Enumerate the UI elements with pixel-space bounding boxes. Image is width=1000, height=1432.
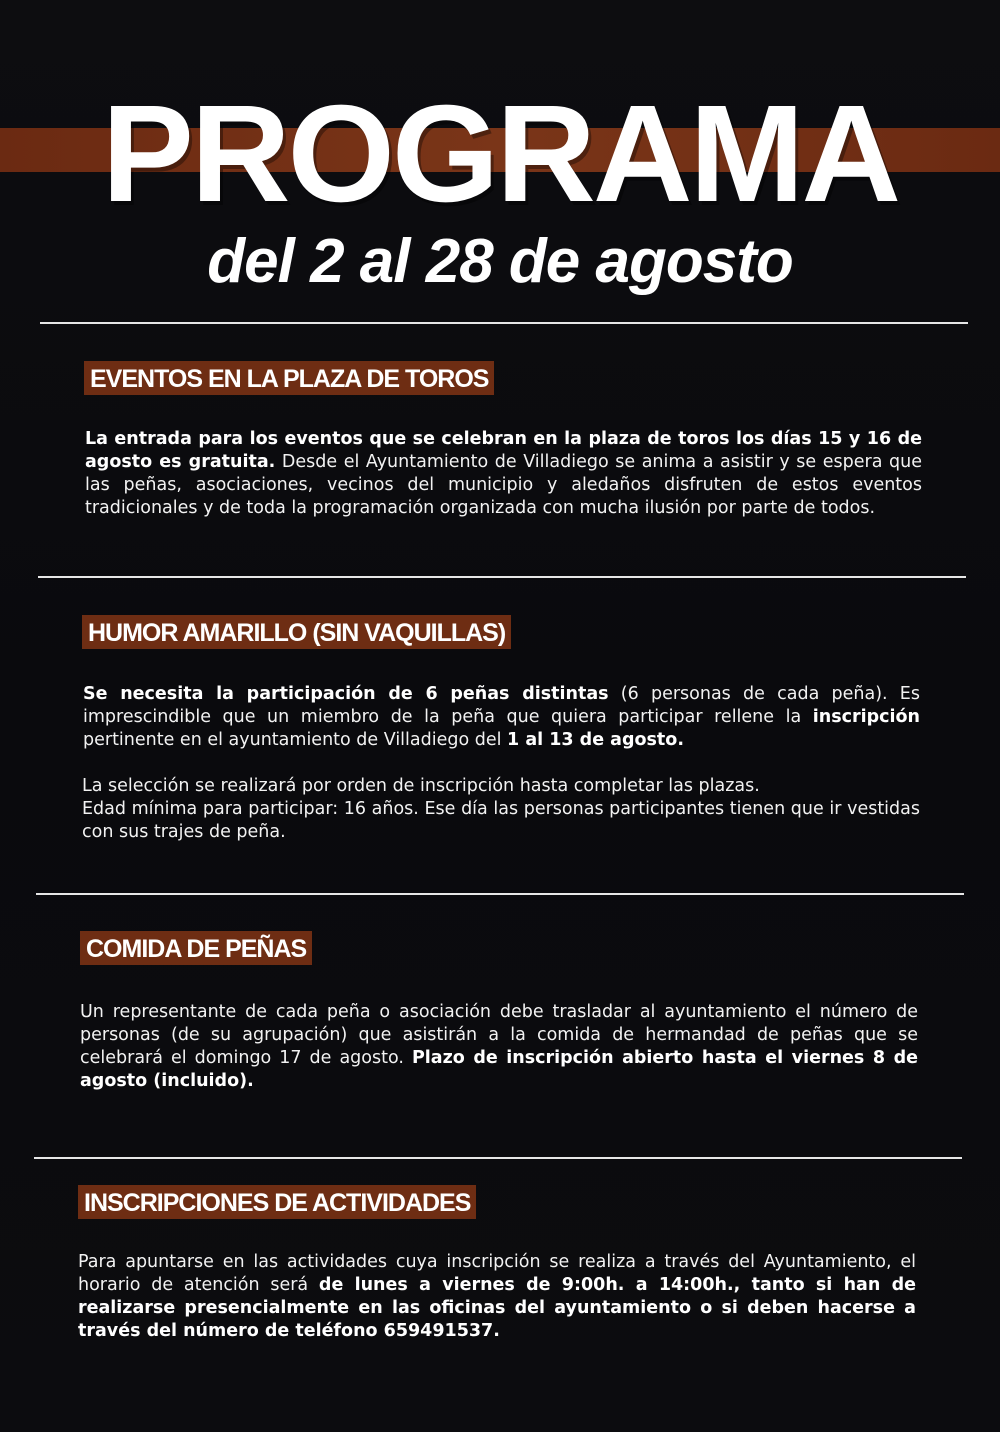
humor-text-2: pertinente en el ayuntamiento de Villadiego del [83,730,508,750]
comida-text: Un representante de cada peña o asociación debe trasladar al ayuntamiento el número de personas (de su agrupación) que asistirán a la comida de hermandad de peñas que se celebrará el domingo 17 de agosto. [80,1002,918,1068]
divider-top [40,322,968,324]
section-heading-comida-penas: COMIDA DE PEÑAS [80,931,312,965]
humor-seleccion-text: La selección se realizará por orden de inscripción hasta completar las plazas. [82,776,760,796]
humor-bold-inscripcion: inscripción [812,707,920,727]
inscripciones-text: Para apuntarse en las actividades cuya inscripción se realiza a través del Ayuntamiento, el horario de atención será [78,1252,916,1295]
comida-bold-plazo: Plazo de inscripción abierto hasta el viernes 8 de agosto (incluido). [80,1048,918,1091]
section-text-comida-penas [80,1001,918,1093]
section-text-humor-amarillo [83,683,920,752]
humor-bold-participacion: Se necesita la participación de 6 peñas distintas [83,684,609,704]
humor-text-1: (6 personas de cada peña). Es imprescindible que un miembro de la peña que quiera participar rellene la [83,684,920,727]
inscripciones-bold-horario: de lunes a viernes de 9:00h. a 14:00h., tanto si han de realizarse presencialmente en las oficinas del ayuntamiento o si deben hacerse a través del número de teléfono 659491537. [78,1275,916,1341]
section-heading-plaza-toros: EVENTOS EN LA PLAZA DE TOROS [84,361,494,395]
section-heading-inscripciones: INSCRIPCIONES DE ACTIVIDADES [78,1185,476,1219]
plaza-toros-bold-text: La entrada para los eventos que se celebran en la plaza de toros los días 15 y 16 de agosto es gratuita. [85,429,922,472]
section-text-humor-amarillo-2 [82,775,920,844]
date-range-subtitle: del 2 al 28 de agosto [207,227,793,296]
humor-bold-fechas: 1 al 13 de agosto. [507,730,684,750]
divider-2 [36,893,964,895]
page-title: PROGRAMA [101,77,899,231]
section-heading-humor-amarillo: HUMOR AMARILLO (SIN VAQUILLAS) [82,615,511,649]
section-text-plaza-toros [85,428,922,520]
divider-1 [38,576,966,578]
plaza-toros-text: Desde el Ayuntamiento de Villadiego se anima a asistir y se espera que las peñas, asociaciones, vecinos del municipio y aledaños disfruten de estos eventos tradicionales y de toda la programación organizada con mucha ilusión por parte de todos. [85,452,922,518]
section-text-inscripciones [78,1251,916,1343]
humor-edad-text: Edad mínima para participar: 16 años. Ese día las personas participantes tienen que ir vestidas con sus trajes de peña. [82,799,920,842]
divider-3 [34,1157,962,1159]
